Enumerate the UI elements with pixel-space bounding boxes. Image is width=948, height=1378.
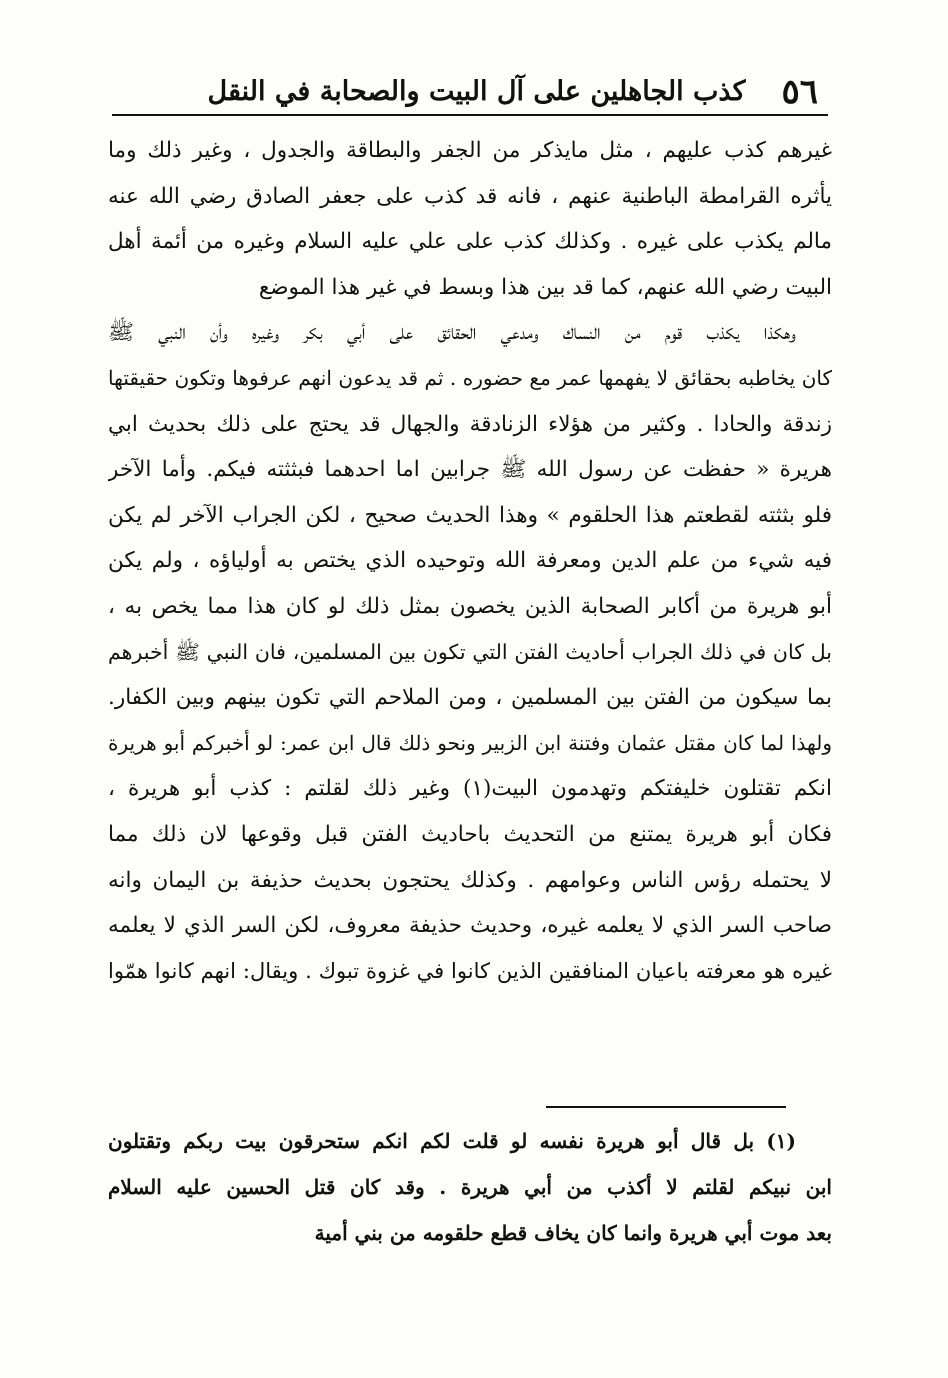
- footnote: [108, 1118, 832, 1256]
- main-text: [108, 128, 832, 1098]
- text-line: زندقة والحادا . وكثير من هؤلاء الزنادقة والجهال قد يحتج على ذلك بحديث ابي: [108, 411, 832, 437]
- text-line: لا يحتمله رؤس الناس وعوامهم . وكذلك يحتجون بحديث حذيفة بن اليمان وانه: [108, 867, 832, 893]
- footnote-line: ابن نبيكم لقلتم لا أكذب من أبي هريرة . وقد كان قتل الحسين عليه السلام: [108, 1175, 832, 1199]
- text-line: صاحب السر الذي لا يعلمه غيره، وحديث حذيفة معروف، لكن السر الذي لا يعلمه: [108, 913, 832, 939]
- text-line: البيت رضي الله عنهم، كما قد بين هذا وبسط في غير هذا الموضع: [258, 274, 832, 300]
- text-line: ولهذا لما كان مقتل عثمان وفتنة ابن الزبير ونحو ذلك قال ابن عمر: لو أخبركم أبو هريرة: [108, 730, 832, 755]
- text-line: أبو هريرة من أكابر الصحابة الذين يخصون بمثل ذلك لو كان هذا مما يخص به ،: [108, 593, 832, 619]
- text-line: انكم تقتلون خليفتكم وتهدمون البيت(١) وغير ذلك لقلتم : كذب أبو هريرة ،: [108, 776, 832, 802]
- header-divider: [112, 114, 828, 116]
- footnote-line: بعد موت أبي هريرة وانما كان يخاف قطع حلقومه من بني أمية: [314, 1221, 832, 1245]
- page-number: ٥٦: [781, 72, 818, 112]
- text-line: غيره هو معرفته باعيان المنافقين الذين كانوا في غزوة تبوك . ويقال: انهم كانوا همّوا: [108, 958, 832, 983]
- text-line: بل كان في ذلك الجراب أحاديث الفتن التي تكون بين المسلمين، فان النبي ﷺ أخبرهم: [108, 639, 832, 664]
- text-line: كان يخاطبه بحقائق لا يفهمها عمر مع حضوره . ثم قد يدعون انهم عرفوها وتكون حقيقتها: [108, 365, 832, 390]
- text-line: وهكذا يكذب قوم من النساك ومدعي الحقائق على أبي بكر وغيره وأن النبي ﷺ: [108, 320, 796, 346]
- footnote-divider: [546, 1106, 786, 1108]
- text-line: فيه شيء من علم الدين ومعرفة الله وتوحيده الذي يختص به أولياؤه ، ولم يكن: [108, 548, 832, 574]
- text-line: هريرة « حفظت عن رسول الله ﷺ جرابين اما احدهما فبثثته فيكم. وأما الآخر: [108, 457, 832, 483]
- text-line: فلو بثثته لقطعتم هذا الحلقوم » وهذا الحديث صحيح ، لكن الجراب الآخر لم يكن: [108, 502, 832, 528]
- text-line: فكان أبو هريرة يمتنع من التحديث باحاديث الفتن قبل وقوعها لان ذلك مما: [108, 821, 832, 847]
- text-line: يأثره القرامطة الباطنية عنهم ، فانه قد كذب على جعفر الصادق رضي الله عنه: [108, 183, 832, 209]
- footnote-line: (١) بل قال أبو هريرة نفسه لو قلت لكم انكم ستحرقون بيت ربكم وتقتلون: [108, 1129, 796, 1153]
- text-line: غيرهم كذب عليهم ، مثل مايذكر من الجفر والبطاقة والجدول ، وغير ذلك وما: [108, 138, 832, 163]
- running-title: كذب الجاهلين على آل البيت والصحابة في النقل: [207, 76, 746, 107]
- text-line: مالم يكذب على غيره . وكذلك كذب على علي عليه السلام وغيره من أئمة أهل: [108, 229, 832, 255]
- text-line: بما سيكون من الفتن بين المسلمين ، ومن الملاحم التي تكون بينهم وبين الكفار.: [108, 685, 832, 711]
- page-header: [118, 62, 818, 114]
